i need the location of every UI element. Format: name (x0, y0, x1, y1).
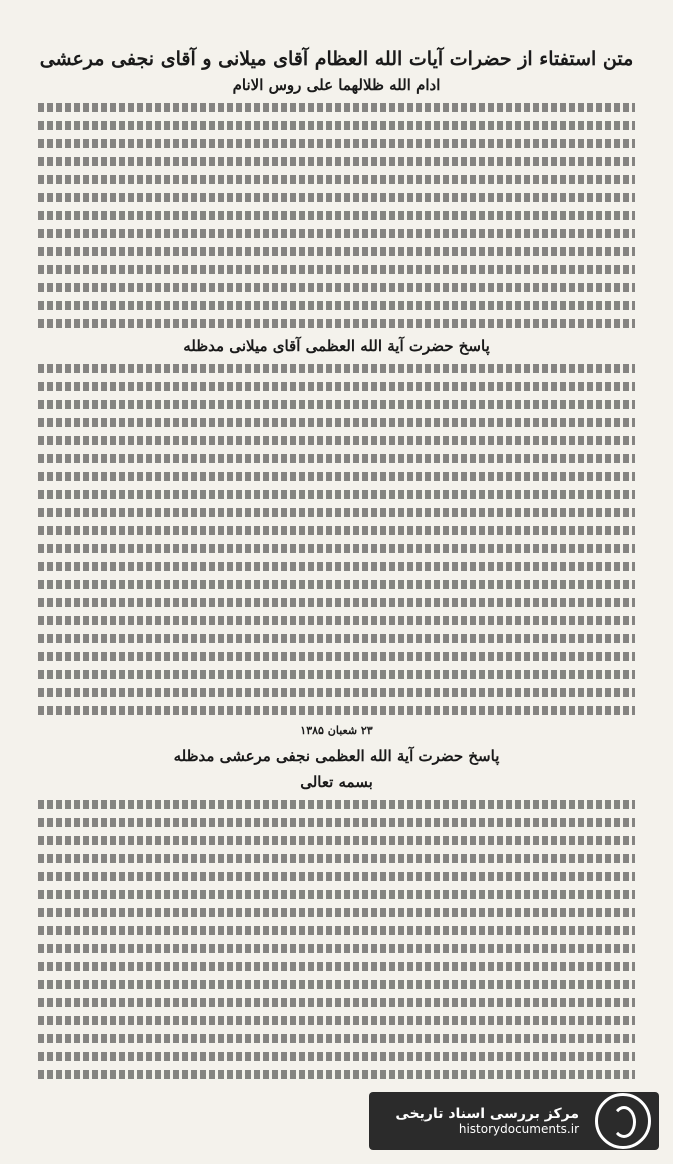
watermark (369, 1092, 659, 1150)
watermark-name: مرکز بررسی اسناد تاریخی (395, 1106, 579, 1122)
document-greeting: ادام الله ظلالهما علی روس الانام (232, 76, 441, 94)
basmala: بسمه تعالی (300, 773, 373, 791)
reply1-heading: پاسخ حضرت آیة الله العظمی آقای میلانی مدظله (183, 337, 490, 355)
reply2-heading: پاسخ حضرت آیة الله العظمی نجفی مرعشی مدظله (173, 747, 500, 765)
question-text-block (38, 103, 635, 328)
document-page (38, 48, 635, 1088)
reply2-text-block (38, 800, 635, 1079)
document-title: متن استفتاء از حضرات آیات الله العظام آقای میلانی و آقای نجفی مرعشی (39, 48, 634, 70)
date-line: ۲۳ شعبان ۱۳۸۵ (300, 724, 373, 737)
watermark-url: historydocuments.ir (458, 1122, 579, 1136)
reply1-text-block (38, 364, 635, 715)
archive-logo-icon (595, 1093, 651, 1149)
